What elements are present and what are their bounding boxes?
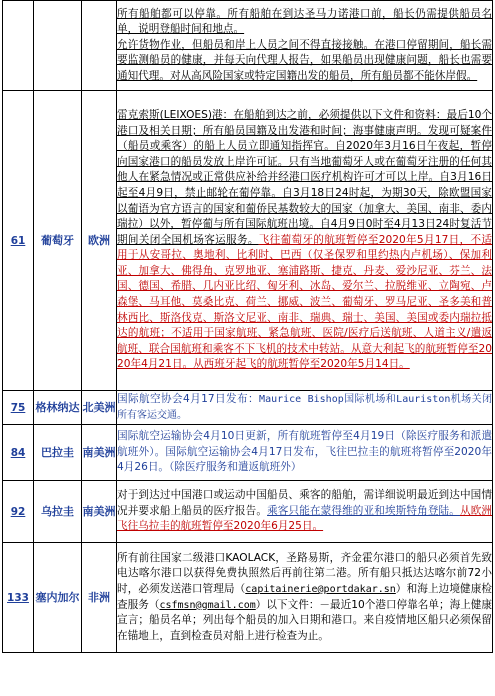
continent-cell: 欧洲 <box>82 91 117 391</box>
continent-cell: 北美洲 <box>82 391 117 425</box>
continent-cell: 南美洲 <box>82 481 117 543</box>
country-cell: 葡萄牙 <box>34 91 82 391</box>
regulation-text-cell <box>117 91 493 391</box>
country-cell: 格林纳达 <box>34 391 82 425</box>
regulation-paragraph: 所有前往国家二级港口KAOLACK，圣路易斯，齐金霍尔港口的船只必须首先致电达喀尔港口以获得免费执照然后再前往第二港。所有船只抵达达喀尔前72小时，必须发送港口管理局（ <box>117 551 492 595</box>
table-row <box>3 391 493 425</box>
table-row <box>3 425 493 481</box>
country-cell: 塞内加尔 <box>34 543 82 653</box>
table-row <box>3 91 493 391</box>
regulation-text-cell <box>117 1 493 91</box>
row-number-cell: 61 <box>3 91 34 391</box>
flight-suspension-note: 从欧洲飞往乌拉圭的航班暂停至2020年6月25日。 <box>117 504 493 533</box>
regulation-paragraph: 所有船舶都可以停靠。所有船舶在到达圣马力诺港口前，船长仍需提供船员名单，说明登船时间和地点。 <box>117 7 492 36</box>
regulation-paragraph: 对于到达过中国港口或运动中国船员、乘客的船舶，需详细说明最近到达中国情况并要求船上船员的医疗报告。 <box>117 489 492 517</box>
regulation-paragraph: 以葡语为官方语言的国家和葡侨民基数较大的国家（加拿大、美国、南非、委内瑞拉）以外，暂停葡与所有国际航班出境。自4月9日0时至4月13日24时复活节期间关闭全国机场客运服务。 <box>117 202 492 246</box>
regulation-text-cell <box>117 543 493 653</box>
flight-suspension-note: 从意大利起飞的航班暂停至2020年4月21日。从西班牙起飞的航班暂停至2020年5月14日。 <box>117 342 492 371</box>
country-cell: 乌拉圭 <box>34 481 82 543</box>
regulation-paragraph: 国际航空运输协会4月10日更新，所有航班暂停至4月19日（除医疗服务和派遣航班外）。 <box>117 430 492 458</box>
regulation-paragraph: 乘客只能在蒙得维的亚和埃斯特角登陆。 <box>267 504 460 517</box>
continent-cell: 南美洲 <box>82 425 117 481</box>
regulation-text-cell <box>117 425 493 481</box>
regulation-paragraph: 国际航空运输协会4月17日发布，飞往巴拉圭的航班将暂停至2020年4月26日。（除医疗服务和遣返航班外） <box>117 445 492 474</box>
flight-suspension-note: 飞往葡萄牙的航班暂停至2020年5月17日，不适用于从安哥拉、奥地利、比利时、巴西（仅圣保罗和里约热内卢机场）、保加利亚、加拿大、佛得角、克罗地亚、塞浦路斯、捷克、丹麦、爱沙尼亚、芬兰、法国、德国、希腊、几内亚比绍、匈牙利、冰岛、爱尔兰、拉脱维亚、立陶宛、卢森堡、马耳他、莫桑比克、荷兰、挪威、波兰、葡萄牙、罗马尼亚、圣多美和普林西比、斯洛伐克、斯洛文尼亚、南非、瑞典、瑞士、美国、美国或委内瑞拉抵达的航班；不适用于国家航班、紧急航班、医院/医疗后送航班、人道主义/遣返航班、联合国航班和乘客不下飞机的技术中转站。 <box>117 233 492 355</box>
email-link[interactable]: csfmsn@gmail.com <box>159 599 256 611</box>
continent-cell <box>82 1 117 91</box>
row-number-cell: 92 <box>3 481 34 543</box>
row-number-cell: 75 <box>3 391 34 425</box>
regulation-text-cell <box>117 481 493 543</box>
table-row <box>3 543 493 653</box>
regulation-paragraph: 雷克索斯(LEIXOES)港：在船舶到达之前，必须提供以下文件和资料：最后10个港口及相关日期；所有船员国籍及出发港和时间；海事健康声明。发现可疑案件（船员或乘客）的船上人员立即通知指挥官。自2020年3月16日午夜起，暂停向国家港口的船员发放上岸许可证。只有当地葡萄牙人或在葡萄牙注册的任何其他人在紧急情况或正常供应补给并经港口医疗机构许可才可以上岸。自3月16日起至4月9日，禁止邮轮在葡停靠。自3月18日24时起，为期30天，除欧盟国家 <box>117 108 492 199</box>
table-row <box>3 481 493 543</box>
row-number-cell: 133 <box>3 543 34 653</box>
continent-cell: 非洲 <box>82 543 117 653</box>
regulation-paragraph: 允许货物作业，但船员和岸上人员之间不得直接接触。在港口停留期间，船长需要监测船员的健康，并每天向代理人报告，如果船员出现健康问题，船长也需要通知代理。对从高风险国家或特定国籍出发的船员，所有船员都不能休岸假。 <box>117 38 492 82</box>
country-cell <box>34 1 82 91</box>
table-row <box>3 1 493 91</box>
regulation-paragraph: ）以下文件：－最近10个港口停靠名单；海上健康宣言；船员名单；列出每个船员的加入日期和港口。来自疫情地区船只必须保留在锚地上，直到检查员对船上进行检查为止。 <box>117 598 493 642</box>
regulation-table <box>2 0 493 653</box>
regulation-paragraph: ）和海上边境健康检查服务（ <box>117 582 493 611</box>
regulation-paragraph: Maurice Bishop国际机场和Lauriston机场关闭所有客运交通。 <box>117 393 492 421</box>
regulation-paragraph: 国际航空协会4月17日发布： <box>117 392 260 405</box>
email-link[interactable]: capitainerie@portdakar.sn <box>245 583 396 595</box>
row-number-cell <box>3 1 34 91</box>
row-number-cell: 84 <box>3 425 34 481</box>
country-cell: 巴拉圭 <box>34 425 82 481</box>
regulation-text-cell <box>117 391 493 425</box>
